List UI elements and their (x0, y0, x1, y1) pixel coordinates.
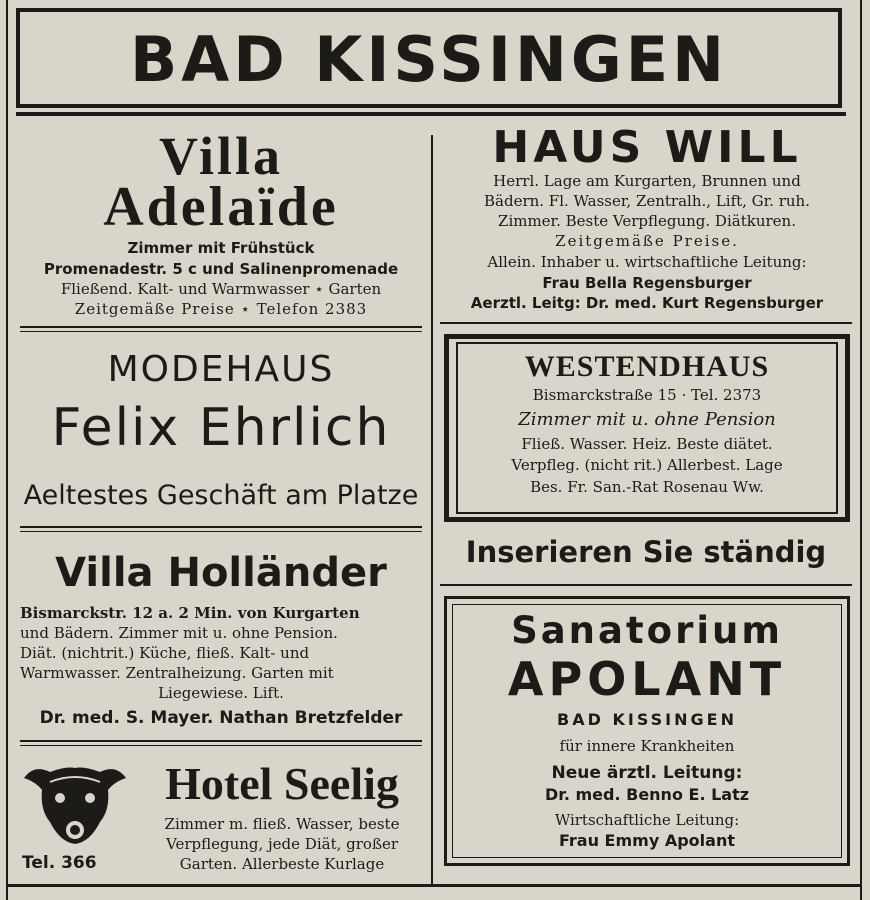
divider (20, 526, 422, 528)
divider (20, 740, 422, 742)
westend-text-line: Verpfleg. (nicht rit.) Allerbest. Lage (511, 456, 783, 474)
will-text-line: Allein. Inhaber u. wirtschaftliche Leitung: (487, 253, 807, 271)
westend-text-line: Bes. Fr. San.-Rat Rosenau Ww. (530, 478, 764, 496)
hollaender-text-line: Liegewiese. Lift. (158, 684, 284, 702)
apolant-econ-name: Frau Emmy Apolant (559, 831, 735, 850)
will-text-line: Herrl. Lage am Kurgarten, Brunnen und (493, 172, 801, 190)
hollaender-text-line: und Bädern. Zimmer mit u. ohne Pension. (20, 624, 338, 642)
will-name: HAUS WILL (492, 122, 802, 173)
will-text-line: Zeitgemäße Preise. (555, 232, 739, 250)
hollaender-text-line: Bismarckstr. 12 a. 2 Min. von Kurgarten (20, 604, 360, 622)
masthead-underline (16, 112, 846, 116)
page-border-left (6, 0, 8, 900)
adelaide-text-line: Zeitgemäße Preise ⋆ Telefon 2383 (74, 300, 368, 318)
page-border-right (860, 0, 862, 900)
westend-name: WESTENDHAUS (524, 350, 770, 383)
seelig-name: Hotel Seelig (165, 758, 399, 809)
hollaender-text-line: Warmwasser. Zentralheizung. Garten mit (20, 664, 334, 682)
divider (20, 331, 422, 332)
seelig-tel: Tel. 366 (22, 853, 97, 873)
ox-head-icon (20, 758, 130, 850)
adelaide-text-line: Zimmer mit Frühstück (127, 239, 315, 257)
westend-address: Bismarckstraße 15 · Tel. 2373 (532, 386, 762, 404)
westend-text-line: Fließ. Wasser. Heiz. Beste diätet. (521, 435, 773, 453)
will-text-line: Bädern. Fl. Wasser, Zentralh., Lift, Gr. ruh. (484, 192, 810, 210)
ehrlich-tagline: Aeltestes Geschäft am Platze (23, 480, 419, 511)
adelaide-name-line1: Villa (158, 126, 283, 186)
column-divider (431, 135, 433, 885)
divider (20, 745, 422, 746)
masthead-box (16, 8, 842, 108)
page-bottom-rule (6, 884, 862, 887)
masthead-title: BAD KISSINGEN (129, 23, 728, 96)
adelaide-text-line: Promenadestr. 5 c und Salinenpromenade (43, 260, 399, 278)
ehrlich-label: MODEHAUS (107, 349, 335, 390)
divider (440, 584, 852, 586)
hollaender-owners: Dr. med. S. Mayer. Nathan Bretzfelder (39, 708, 403, 728)
seelig-text-line: Zimmer m. fließ. Wasser, beste (164, 815, 400, 833)
divider (440, 322, 852, 324)
seelig-text-line: Garten. Allerbeste Kurlage (179, 855, 385, 873)
will-text-line: Zimmer. Beste Verpflegung. Diätkuren. (498, 212, 796, 230)
apolant-place: BAD KISSINGEN (557, 710, 737, 729)
will-text-line: Aerztl. Leitg: Dr. med. Kurt Regensburger (470, 294, 824, 312)
hollaender-text-line: Diät. (nichtrit.) Küche, fließ. Kalt- und (20, 644, 310, 662)
apolant-specialty: für innere Krankheiten (559, 737, 735, 755)
hollaender-name: Villa Holländer (55, 550, 387, 596)
apolant-line1: Sanatorium (511, 609, 783, 652)
ehrlich-name: Felix Ehrlich (51, 398, 391, 458)
divider (20, 326, 422, 328)
adelaide-name-line2: Adelaïde (103, 176, 339, 238)
apolant-medical-label: Neue ärztl. Leitung: (551, 763, 743, 783)
apolant-econ-label: Wirtschaftliche Leitung: (554, 811, 740, 829)
adelaide-text-line: Fließend. Kalt- und Warmwasser ⋆ Garten (60, 280, 382, 298)
divider (20, 531, 422, 532)
inserieren-slogan: Inserieren Sie ständig (465, 535, 827, 569)
seelig-text-line: Verpflegung, jede Diät, großer (165, 835, 399, 853)
will-text-line: Frau Bella Regensburger (542, 274, 752, 292)
apolant-medical-name: Dr. med. Benno E. Latz (544, 785, 750, 804)
apolant-line2: APOLANT (507, 652, 787, 706)
westend-italic: Zimmer mit u. ohne Pension (518, 409, 776, 430)
